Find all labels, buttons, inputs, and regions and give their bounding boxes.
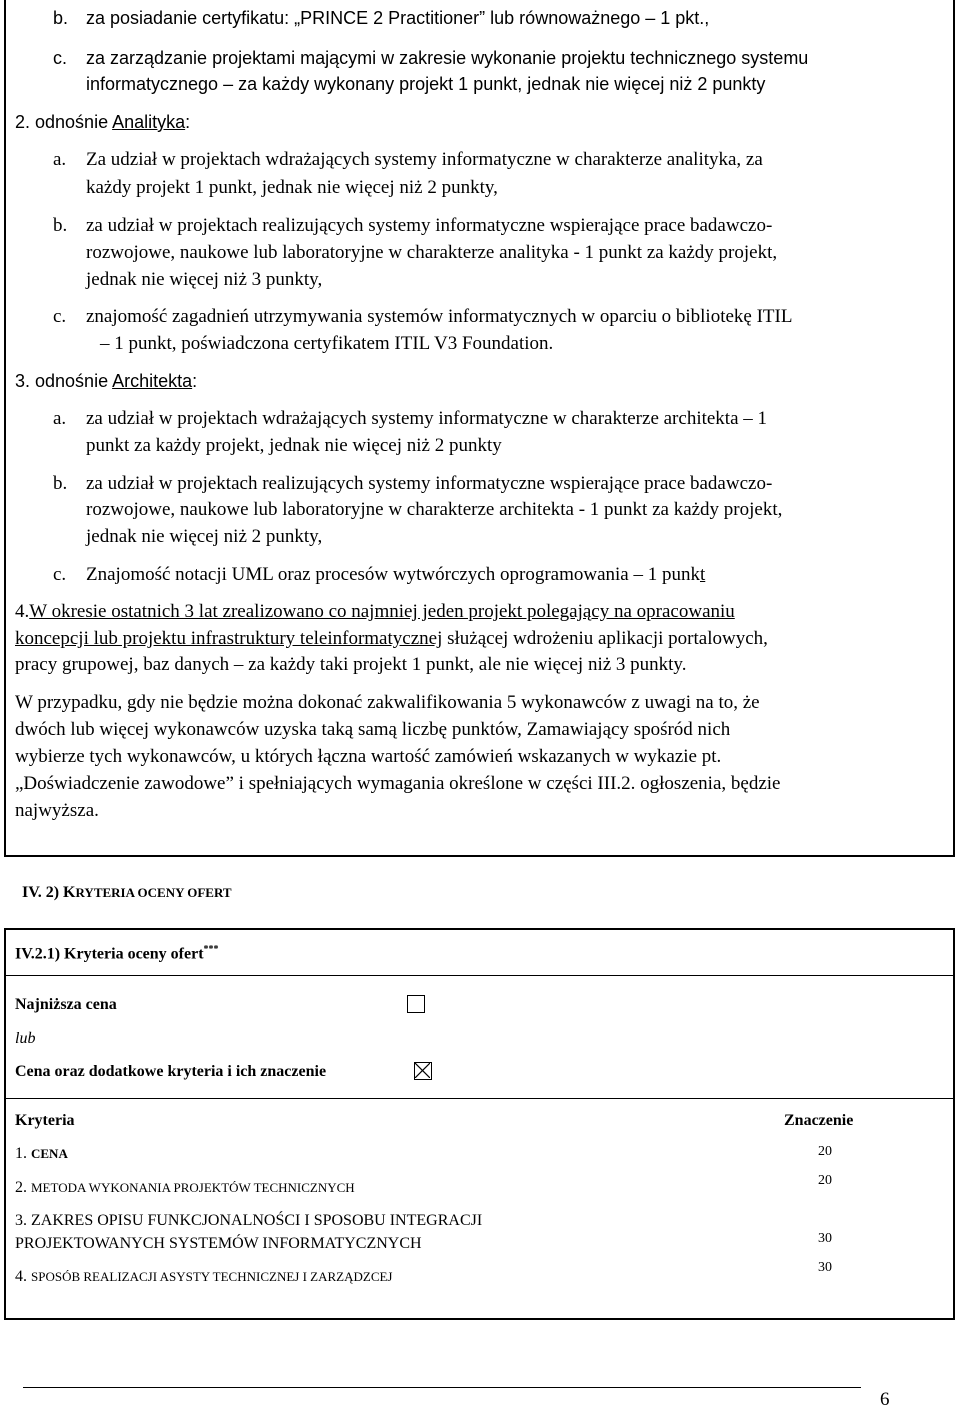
criteria-row-4 xyxy=(15,1268,393,1286)
criteria-row-2-weight: 20 xyxy=(818,1173,832,1188)
item-2a-line1: Za udział w projektach wdrażających systemy informatyczne w charakterze analityka, za xyxy=(86,149,763,170)
item-3c-text-last: t xyxy=(699,564,706,585)
criteria-table-divider xyxy=(5,1098,954,1099)
item-2b-line1: za udział w projektach realizujących systemy informatyczne wspierające prace badawczo- xyxy=(86,215,773,236)
tiebreak-paragraph-line5: najwyższa. xyxy=(15,800,99,821)
criteria-row-3-num: 3. xyxy=(15,1212,31,1229)
item-3c-text-main: Znajomość notacji UML oraz procesów wytwórczych oprogramowania – 1 punk xyxy=(86,564,700,585)
item-3c-marker: c. xyxy=(53,564,67,585)
section-4-line2-rest: służącej wdrożeniu aplikacji portalowych, xyxy=(442,628,768,649)
section-4-line3: pracy grupowej, baz danych – za każdy taki projekt 1 punkt, ale nie więcej niż 3 punkty. xyxy=(15,654,687,675)
section-4-line1 xyxy=(15,601,735,623)
criteria-row-4-weight: 30 xyxy=(818,1260,832,1275)
col-header-weight: Znaczenie xyxy=(784,1112,854,1129)
or-label: lub xyxy=(15,1030,36,1047)
section-4-line2-underlined: koncepcji lub projektu infrastruktury teleinformatycznej xyxy=(15,628,443,649)
section-4-number: 4. xyxy=(15,601,30,622)
criteria-row-2 xyxy=(15,1179,355,1197)
item-1c-line1: za zarządzanie projektami mającymi w zakresie wykonanie projektu technicznego systemu xyxy=(86,48,809,68)
section-2-heading xyxy=(15,112,190,133)
criteria-row-4-name: SPOSÓB REALIZACJI ASYSTY TECHNICZNEJ I ZARZĄDZCEJ xyxy=(31,1269,393,1284)
item-3b-line1: za udział w projektach realizujących systemy informatyczne wspierające prace badawczo- xyxy=(86,473,773,494)
criteria-row-3-name-line2: PROJEKTOWANYCH SYSTEMÓW INFORMATYCZNYCH xyxy=(15,1235,422,1252)
criteria-title-divider xyxy=(5,975,954,976)
price-and-criteria-label: Cena oraz dodatkowe kryteria i ich znaczenie xyxy=(15,1063,327,1080)
col-header-criteria: Kryteria xyxy=(15,1112,75,1129)
section-3-heading-prefix: 3. odnośnie xyxy=(15,371,113,391)
criteria-row-1-weight: 20 xyxy=(818,1144,832,1159)
item-3b-line3: jednak nie więcej niż 2 punkty, xyxy=(86,526,323,547)
item-3b-line2: rozwojowe, naukowe lub laboratoryjne w charakterze architekta - 1 punkt za każdy projekt, xyxy=(86,499,783,520)
item-1c-marker: c. xyxy=(53,48,68,68)
section-3-heading-link: Architekta xyxy=(112,371,193,391)
criteria-row-2-name: METODA WYKONANIA PROJEKTÓW TECHNICZNYCH xyxy=(31,1180,355,1195)
section-3-heading xyxy=(15,371,197,392)
checkbox-cross-icon xyxy=(415,1063,430,1078)
lowest-price-checkbox[interactable] xyxy=(407,995,425,1013)
section-2-heading-link: Analityka xyxy=(112,112,186,132)
criteria-title xyxy=(15,944,219,963)
criteria-row-1-name: CENA xyxy=(31,1146,68,1161)
lowest-price-label: Najniższa cena xyxy=(15,996,117,1013)
item-3c-text xyxy=(86,564,705,586)
tiebreak-paragraph-line1: W przypadku, gdy nie będzie można dokonać zakwalifikowania 5 wykonawców z uwagi na to, że xyxy=(15,692,760,713)
section-4-line2 xyxy=(15,628,768,650)
item-3a-marker: a. xyxy=(53,408,67,429)
criteria-title-text: IV.2.1) Kryteria oceny ofert xyxy=(15,945,204,963)
section-2-heading-prefix: 2. odnośnie xyxy=(15,112,113,132)
footer-rule xyxy=(23,1387,861,1388)
criteria-row-3-line1 xyxy=(15,1212,482,1230)
criteria-row-1 xyxy=(15,1145,68,1163)
price-and-criteria-checkbox[interactable] xyxy=(414,1062,432,1080)
section-iv-title xyxy=(22,884,232,902)
item-2c-line1: znajomość zagadnień utrzymywania systemów informatycznych w oparciu o bibliotekę ITIL xyxy=(86,306,793,327)
item-2a-marker: a. xyxy=(53,149,67,170)
item-2b-line3: jednak nie więcej niż 3 punkty, xyxy=(86,269,323,290)
tiebreak-paragraph-line4: „Doświadczenie zawodowe” i spełniających wymagania określone w części III.2. ogłoszenia, będzie xyxy=(15,773,781,794)
criteria-row-3-weight: 30 xyxy=(818,1231,832,1246)
item-2b-line2: rozwojowe, naukowe lub laboratoryjne w charakterze analityka - 1 punkt za każdy projekt, xyxy=(86,242,778,263)
item-3a-line2: punkt za każdy projekt, jednak nie więcej niż 2 punkty xyxy=(86,435,502,456)
criteria-row-1-num: 1. xyxy=(15,1145,31,1162)
item-1b-marker: b. xyxy=(53,8,69,28)
section-3-heading-suffix: : xyxy=(192,371,198,391)
section-2-heading-suffix: : xyxy=(185,112,191,132)
section-4-line1-underlined: W okresie ostatnich 3 lat zrealizowano co najmniej jeden projekt polegający na opracowaniu xyxy=(29,601,735,622)
item-2a-line2: każdy projekt 1 punkt, jednak nie więcej niż 2 punkty, xyxy=(86,177,498,198)
page-number: 6 xyxy=(880,1389,890,1410)
section-iv-title-prefix: IV. 2) K xyxy=(22,884,76,901)
criteria-row-2-num: 2. xyxy=(15,1179,31,1196)
item-2c-line2: – 1 punkt, poświadczona certyfikatem ITIL V3 Foundation. xyxy=(100,333,554,354)
criteria-row-3-name-line1: ZAKRES OPISU FUNKCJONALNOŚCI I SPOSOBU INTEGRACJI xyxy=(31,1212,483,1229)
criteria-title-sup: *** xyxy=(203,944,219,955)
tiebreak-paragraph-line2: dwóch lub więcej wykonawców uzyska taką samą liczbę punktów, Zamawiający spośród nich xyxy=(15,719,731,740)
tiebreak-paragraph-line3: wybierze tych wykonawców, u których łączna wartość zamówień wskazanych w wykazie pt. xyxy=(15,746,722,767)
item-2c-marker: c. xyxy=(53,306,67,327)
item-1b-text: za posiadanie certyfikatu: „PRINCE 2 Practitioner” lub równoważnego – 1 pkt., xyxy=(86,8,710,28)
item-3a-line1: za udział w projektach wdrażających systemy informatyczne w charakterze architekta – 1 xyxy=(86,408,768,429)
criteria-row-4-num: 4. xyxy=(15,1268,31,1285)
item-3b-marker: b. xyxy=(53,473,68,494)
item-2b-marker: b. xyxy=(53,215,68,236)
section-iv-title-rest: RYTERIA OCENY OFERT xyxy=(75,885,232,900)
item-1c-line2: informatycznego – za każdy wykonany projekt 1 punkt, jednak nie więcej niż 2 punkty xyxy=(86,74,766,94)
